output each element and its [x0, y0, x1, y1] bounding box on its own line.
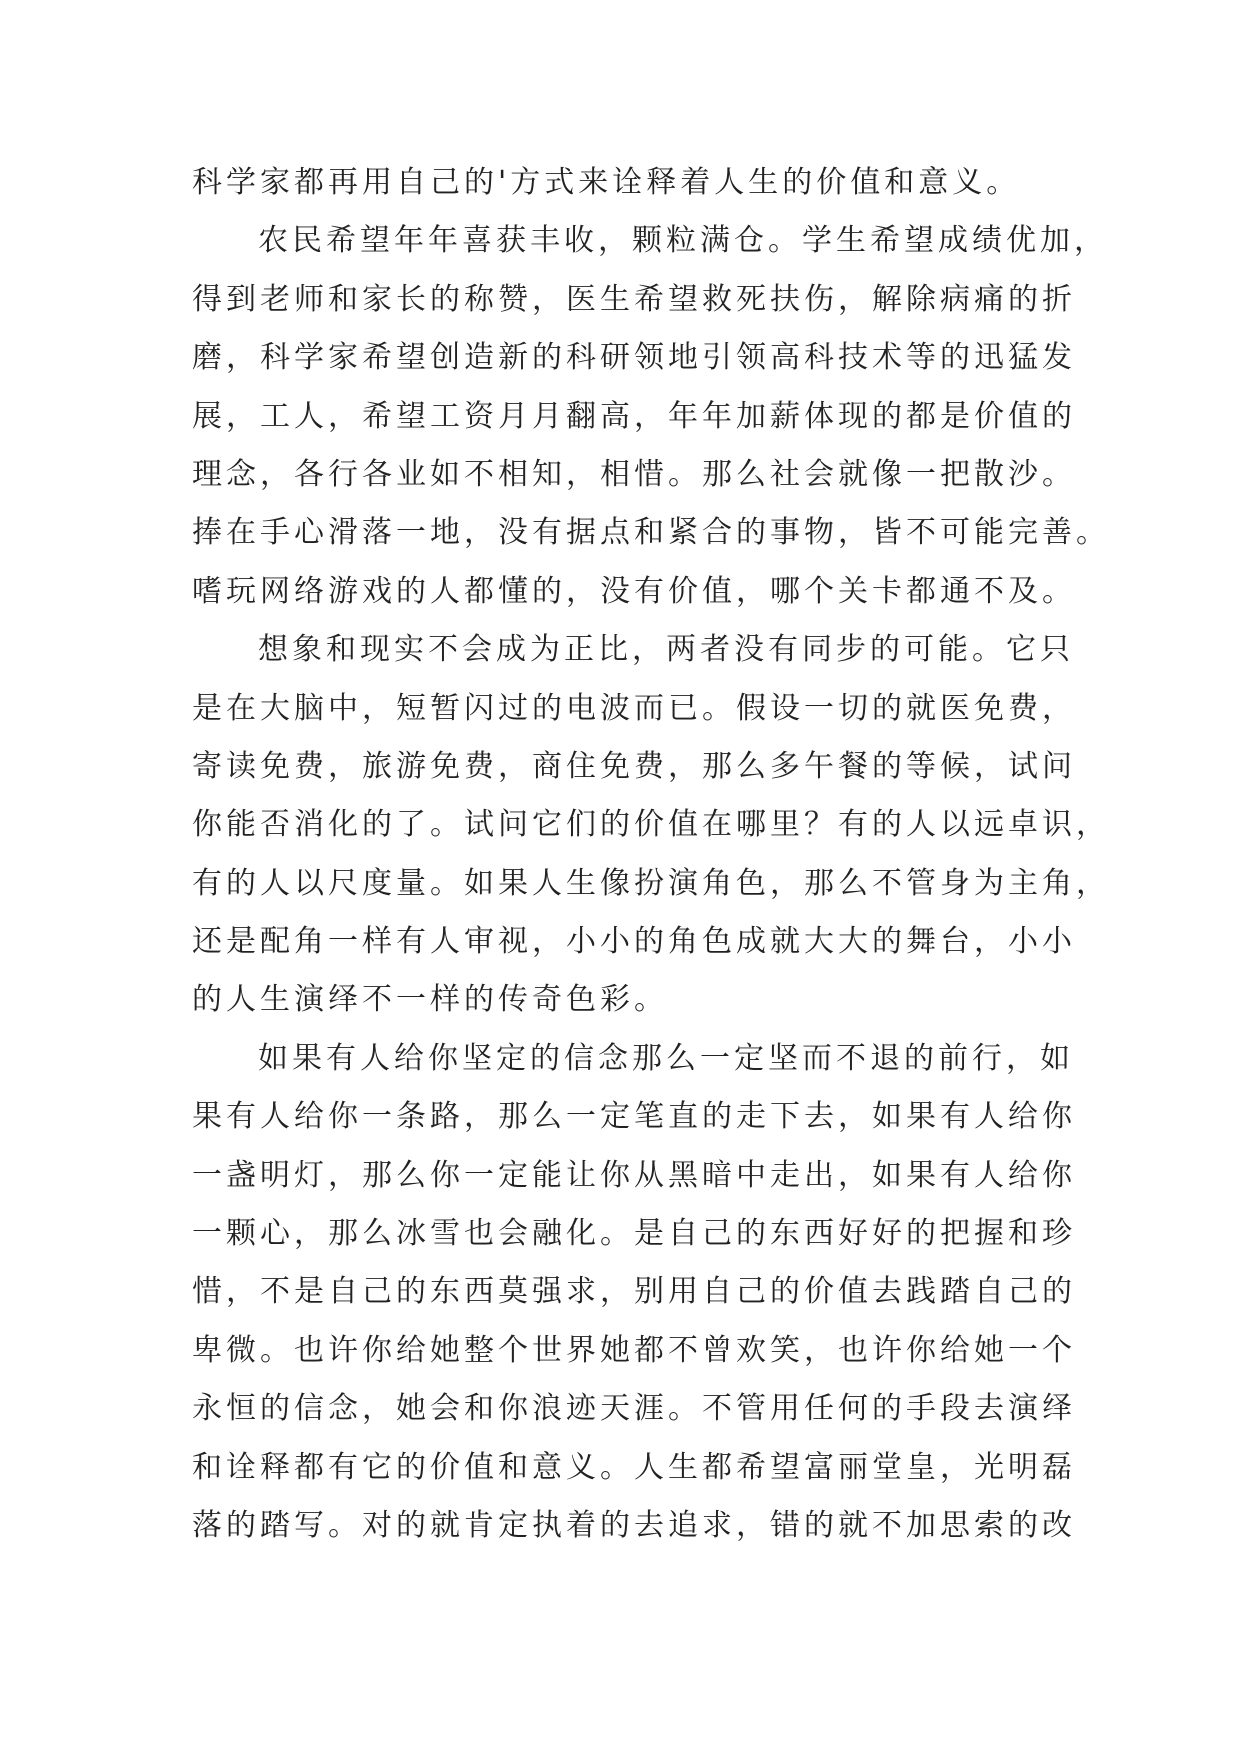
body-text — [192, 154, 1110, 1555]
text-line: 一盏明灯，那么你一定能让你从黑暗中走出，如果有人给你 — [192, 1157, 1076, 1193]
text-line: 捧在手心滑落一地，没有据点和紧合的事物，皆不可能完善。 — [192, 515, 1110, 551]
text-line: 有的人以尺度量。如果人生像扮演角色，那么不管身为主角， — [192, 865, 1110, 901]
text-line: 是在大脑中，短暂闪过的电波而已。假设一切的就医免费， — [192, 690, 1076, 726]
text-line: 卑微。也许你给她整个世界她都不曾欢笑，也许你给她一个 — [192, 1332, 1076, 1368]
text-line: 永恒的信念，她会和你浪迹天涯。不管用任何的手段去演绎 — [192, 1391, 1076, 1427]
text-line: 寄读免费，旅游免费，商住免费，那么多午餐的等候，试问 — [192, 748, 1076, 784]
text-line: 果有人给你一条路，那么一定笔直的走下去，如果有人给你 — [192, 1099, 1076, 1135]
text-line: 的人生演绎不一样的传奇色彩。 — [192, 982, 668, 1018]
text-line: 落的踏写。对的就肯定执着的去追求，错的就不加思索的改 — [192, 1507, 1076, 1543]
text-line: 惜，不是自己的东西莫强求，别用自己的价值去践踏自己的 — [192, 1274, 1076, 1310]
text-line: 还是配角一样有人审视，小小的角色成就大大的舞台，小小 — [192, 924, 1076, 960]
text-line: 你能否消化的了。试问它们的价值在哪里？有的人以远卓识， — [192, 807, 1110, 843]
paragraph-start-line: 想象和现实不会成为正比，两者没有同步的可能。它只 — [258, 632, 1074, 668]
text-line: 得到老师和家长的称赞，医生希望救死扶伤，解除病痛的折 — [192, 281, 1076, 317]
paragraph-start-line: 农民希望年年喜获丰收，颗粒满仓。学生希望成绩优加， — [258, 223, 1108, 259]
text-line: 和诠释都有它的价值和意义。人生都希望富丽堂皇，光明磊 — [192, 1449, 1076, 1485]
text-line: 嗜玩网络游戏的人都懂的，没有价值，哪个关卡都通不及。 — [192, 573, 1076, 609]
paragraph-start-line: 如果有人给你坚定的信念那么一定坚而不退的前行，如 — [258, 1040, 1074, 1076]
text-line: 一颗心，那么冰雪也会融化。是自己的东西好好的把握和珍 — [192, 1216, 1076, 1252]
text-line: 科学家都再用自己的'方式来诠释着人生的价值和意义。 — [192, 165, 1021, 200]
text-line: 理念，各行各业如不相知，相惜。那么社会就像一把散沙。 — [192, 456, 1076, 492]
text-line: 磨，科学家希望创造新的科研领地引领高科技术等的迅猛发 — [192, 340, 1076, 376]
text-line: 展，工人，希望工资月月翻高，年年加薪体现的都是价值的 — [192, 398, 1076, 434]
